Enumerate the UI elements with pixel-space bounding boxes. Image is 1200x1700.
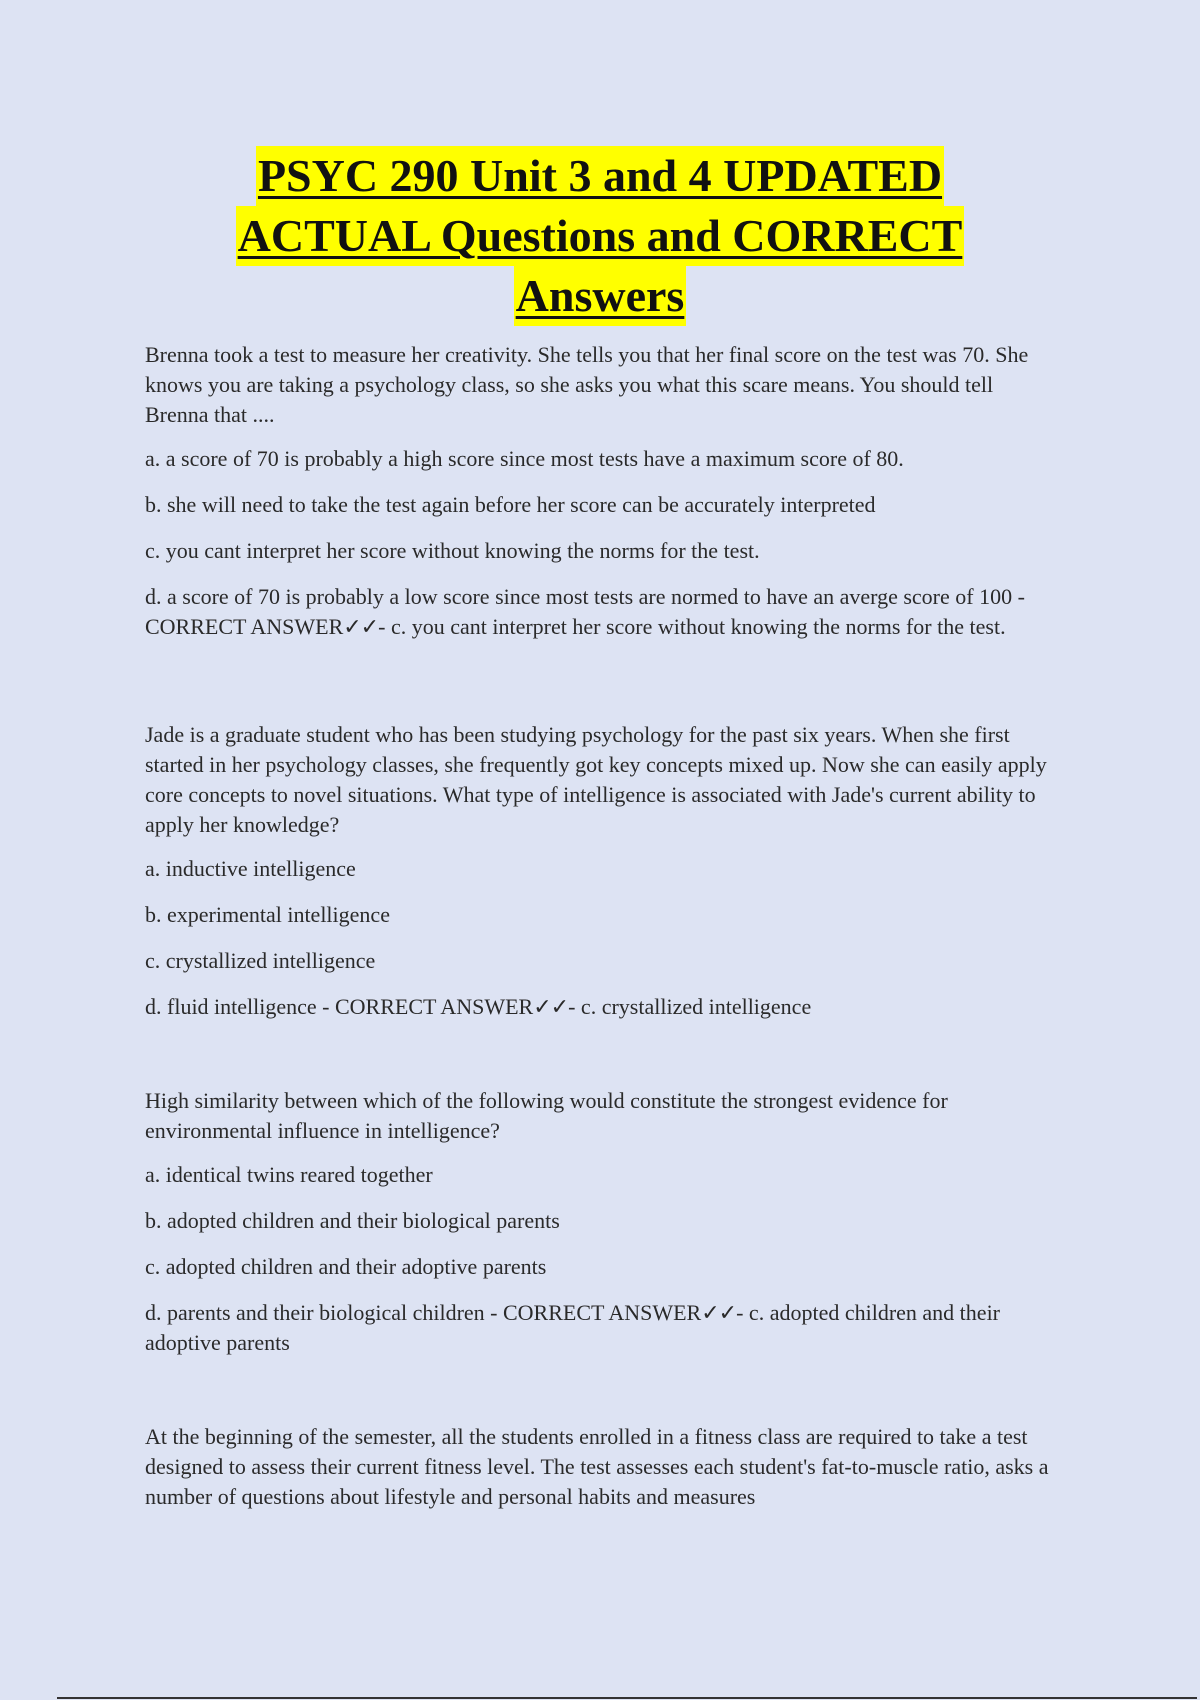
option-d-with-answer <box>145 992 1060 1022</box>
question-block-1 <box>145 340 1060 642</box>
question-text: At the beginning of the semester, all the students enrolled in a fitness class are required to take a test designed to assess their current fitness level. The test assesses each student's fat-to-muscle ratio, asks a number of questions about lifestyle and personal habits and measures <box>145 1424 1049 1509</box>
correct-answer: - c. adopted children and their adoptive parents <box>145 1300 1001 1355</box>
option-d: d. fluid intelligence - CORRECT ANSWER <box>145 994 534 1019</box>
question-text: Brenna took a test to measure her creativity. She tells you that her final score on the test was 70. She knows you are taking a psychology class, so she asks you what this scare means. You should tell Brenna that .... <box>145 342 1029 427</box>
option-b: b. she will need to take the test again before her score can be accurately interpreted <box>145 492 876 517</box>
option-d-with-answer <box>145 582 1060 642</box>
option-d: d. parents and their biological children - CORRECT ANSWER <box>145 1300 702 1325</box>
document-body <box>145 340 1060 1576</box>
question-text: Jade is a graduate student who has been studying psychology for the past six years. When she first started in her psychology classes, she frequently got key concepts mixed up. Now she can easily apply core concepts to novel situations. What type of intelligence is associated with Jade's current ability to apply her knowledge? <box>145 722 1047 837</box>
option-d: d. a score of 70 is probably a low score since most tests are normed to have an averge score of 100 - CORRECT ANSWER <box>145 584 1025 639</box>
option-a: a. a score of 70 is probably a high score since most tests have a maximum score of 80. <box>145 446 904 471</box>
option-c: c. you cant interpret her score without knowing the norms for the test. <box>145 538 760 563</box>
document-title <box>0 146 1200 326</box>
question-block-4 <box>145 1422 1060 1512</box>
option-d-with-answer <box>145 1298 1060 1358</box>
double-check-icon: ✓✓ <box>343 614 379 639</box>
question-text: High similarity between which of the following would constitute the strongest evidence for environmental influence in intelligence? <box>145 1088 948 1143</box>
question-block-3 <box>145 1086 1060 1358</box>
option-a: a. inductive intelligence <box>145 856 356 881</box>
page-bottom-rule <box>57 1697 1197 1699</box>
option-c: c. crystallized intelligence <box>145 948 376 973</box>
option-c: c. adopted children and their adoptive parents <box>145 1254 547 1279</box>
option-b: b. experimental intelligence <box>145 902 390 927</box>
question-block-2 <box>145 720 1060 1022</box>
double-check-icon: ✓✓ <box>533 994 569 1019</box>
option-b: b. adopted children and their biological parents <box>145 1208 560 1233</box>
correct-answer: - c. crystallized intelligence <box>568 994 812 1019</box>
correct-answer: - c. you cant interpret her score without knowing the norms for the test. <box>378 614 1006 639</box>
double-check-icon: ✓✓ <box>701 1300 737 1325</box>
title-line-3: Answers <box>514 266 687 326</box>
title-line-2: ACTUAL Questions and CORRECT <box>236 206 965 266</box>
title-line-1: PSYC 290 Unit 3 and 4 UPDATED <box>256 146 944 206</box>
option-a: a. identical twins reared together <box>145 1162 433 1187</box>
